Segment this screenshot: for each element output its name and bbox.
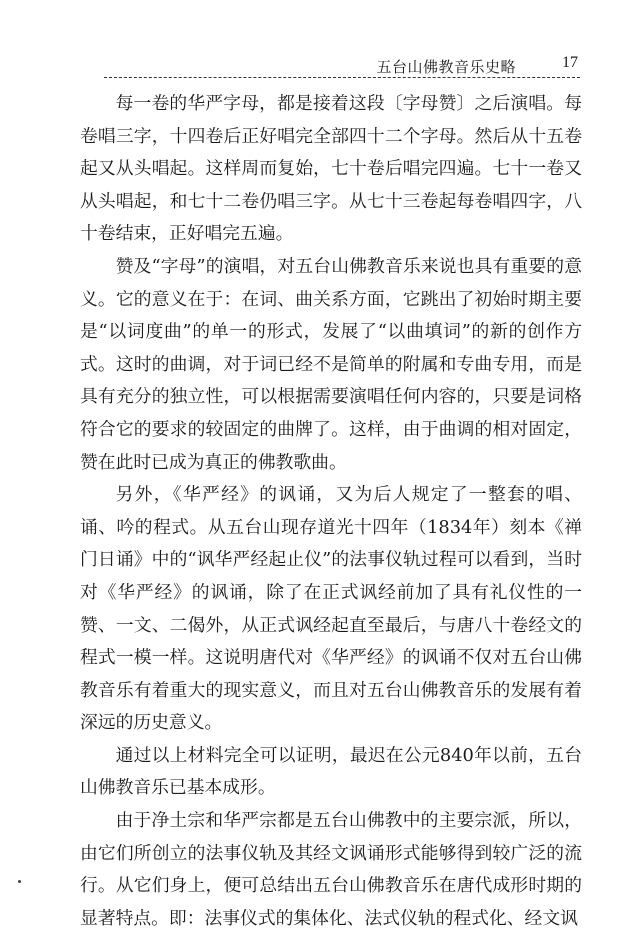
margin-mark (18, 880, 21, 883)
paragraph: 赞及“字母”的演唱，对五台山佛教音乐来说也具有重要的意义。它的意义在于：在词、曲关系方面，它跳出了初始时期主要是“以词度曲”的单一的形式，发展了“以曲填词”的新的创作方式。这时的曲调，对于词已经不是简单的附属和专曲专用，而是具有充分的独立性，可以根据需要演唱任何内容的，只要是词格符合它的要求的较固定的曲牌了。这样，由于曲调的相对固定，赞在此时已成为真正的佛教歌曲。 (80, 255, 582, 473)
body-text (80, 88, 582, 935)
paragraph: 由于净土宗和华严宗都是五台山佛教中的主要宗派，所以，由它们所创立的法事仪轨及其经文讽诵形式能够得到较广泛的流行。从它们身上，便可总结出五台山佛教音乐在唐代成形时期的显著特点。即：法事仪式的集体化、法式仪轨的程式化、经文讽 (80, 810, 582, 929)
paragraph: 另外，《华严经》的讽诵，又为后人规定了一整套的唱、诵、吟的程式。从五台山现存道光十四年（1834年）刻本《禅门日诵》中的“讽华严经起止仪”的法事仪轨过程可以看到，当时对《华严经》的讽诵，除了在正式讽经前加了具有礼仪性的一赞、一文、二偈外，从正式讽经起直至最后，与唐八十卷经文的程式一模一样。这说明唐代对《华严经》的讽诵不仅对五台山佛教音乐有着重大的现实意义，而且对五台山佛教音乐的发展有着深远的历史意义。 (80, 484, 582, 734)
page-header (104, 48, 580, 78)
header-rule (104, 77, 580, 78)
page-number: 17 (562, 54, 578, 71)
paragraph: 通过以上材料完全可以证明，最迟在公元840年以前，五台山佛教音乐已基本成形。 (80, 744, 582, 799)
running-title: 五台山佛教音乐史略 (376, 58, 516, 76)
paragraph: 每一卷的华严字母，都是接着这段〔字母赞〕之后演唱。每卷唱三字，十四卷后正好唱完全部四十二个字母。然后从十五卷起又从头唱起。这样周而复始，七十卷后唱完四遍。七十一卷又从头唱起，和七十二卷仍唱三字。从七十三卷起每卷唱四字，八十卷结束，正好唱完五遍。 (80, 93, 582, 245)
